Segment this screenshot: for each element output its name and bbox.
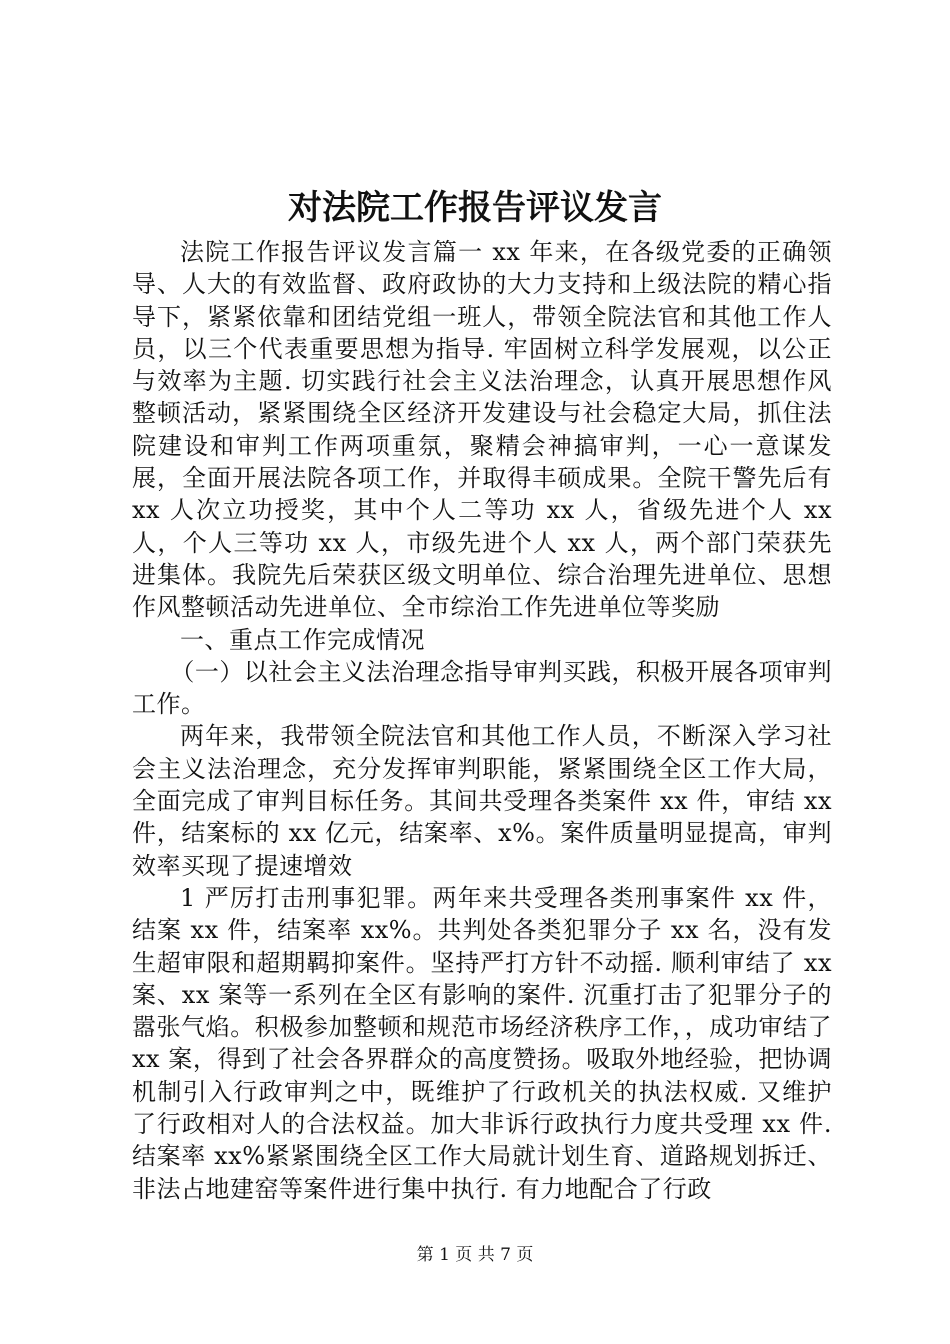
subsection-heading: （一）以社会主义法治理念指导审判买践，积极开展各项审判工作。 (132, 657, 832, 719)
body-paragraph: 1 严厉打击刑事犯罪。两年来共受理各类刑事案件 xx 件，结案 xx 件，结案率 xx%。共判处各类犯罪分子 xx 名，没有发生超审限和超期羁抑案件。坚持严打方针不动摇. 顺利审结了 xx 案、xx 案等一系列在全区有影响的案件. 沉重打击了犯罪分子的嚣张气焰。积极参加整顿和规范市场经济秩序工作，，成功审结了 xx 案，得到了社会各界群众的高度赞扬。吸取外地经验，把协调机制引入行政审判之中，既维护了行政机关的执法权威. 又维护了行政相对人的合法权益。加大非诉行政执行力度共受理 xx 件. 结案率 xx%紧紧围绕全区工作大局就计划生育、道路规划拆迁、非法占地建窑等案件进行集中执行. 有力地配合了行政 (132, 883, 832, 1203)
document-body (132, 236, 832, 1205)
intro-paragraph: 法院工作报告评议发言篇一 xx 年来，在各级党委的正确领导、人大的有效监督、政府政协的大力支持和上级法院的精心指导下，紧紧依靠和团结党组一班人，带领全院法官和其他工作人员，以三个代表重要思想为指导. 牢固树立科学发展观，以公正与效率为主题. 切实践行社会主义法治理念，认真开展思想作风整顿活动，紧紧围绕全区经济开发建设与社会稳定大局，抓住法院建设和审判工作两项重氛，聚精会神搞审判，一心一意谋发展，全面开展法院各项工作，并取得丰硕成果。全院干警先后有 xx 人次立功授奖，其中个人二等功 xx 人，省级先进个人 xx 人，个人三等功 xx 人，市级先进个人 xx 人，两个部门荣获先进集体。我院先后荣获区级文明单位、综合治理先进单位、思想作风整顿活动先进单位、全市综治工作先进单位等奖励 (132, 238, 832, 622)
page-number-footer: 第 1 页 共 7 页 (416, 1245, 534, 1265)
document-title: 对法院工作报告评议发言 (288, 188, 662, 228)
body-paragraph: 两年来，我带领全院法官和其他工作人员，不断深入学习社会主义法治理念，充分发挥审判职能，紧紧围绕全区工作大局，全面完成了审判目标任务。其间共受理各类案件 xx 件，审结 xx 件，结案标的 xx 亿元，结案率、x%。案件质量明显提高，审判效率买现了提速增效 (132, 722, 832, 880)
section-heading: 一、重点工作完成情况 (180, 625, 425, 654)
